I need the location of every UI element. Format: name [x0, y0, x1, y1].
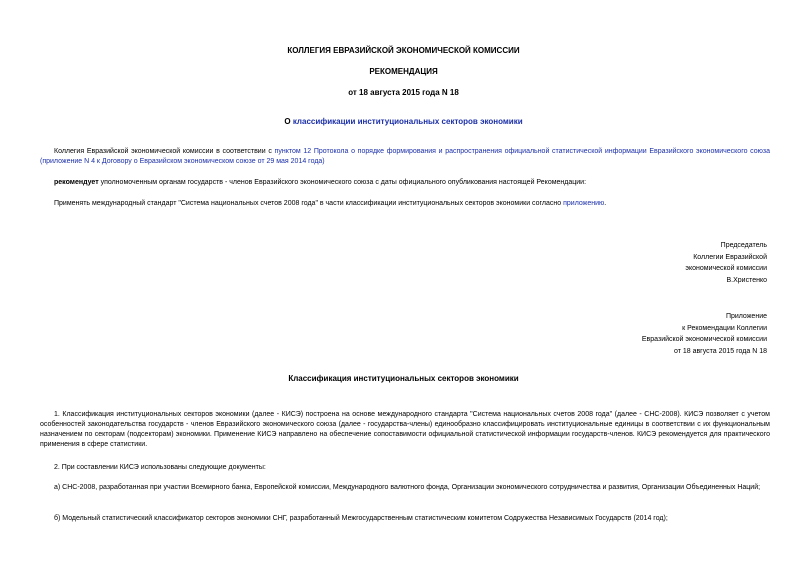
apply-paragraph	[40, 199, 770, 209]
appendix-ref-line3: Евразийской экономической комиссии	[641, 336, 767, 343]
preamble-paragraph	[40, 147, 770, 167]
recommends-keyword: рекомендует	[54, 179, 99, 186]
title-link[interactable]: классификации институциональных секторов экономики	[292, 117, 523, 126]
title-prefix: О	[284, 117, 293, 126]
apply-text: Применять международный стандарт "Система национальных счетов 2008 года" в части классификации институциональных секторов экономики согласно	[54, 200, 564, 207]
signature-position: Председатель	[720, 242, 767, 249]
appendix-ref-line2: к Рекомендации Коллегии	[682, 324, 767, 332]
appendix-label: Приложение	[725, 313, 767, 320]
apply-end: .	[604, 200, 607, 207]
signature-block	[685, 240, 767, 286]
signature-org-2: экономической комиссии	[685, 265, 767, 272]
appendix-ref-line4: от 18 августа 2015 года N 18	[673, 347, 767, 355]
preamble-text: Коллегия Евразийской экономической комиссии в соответствии с	[54, 148, 275, 155]
appendix-title: Классификация институциональных секторов экономики	[288, 374, 519, 383]
protocol-link[interactable]: пунктом 12 Протокола о порядке формирования и распространения официальной статистической информации Евразийского экономического союза	[274, 148, 771, 155]
paragraph-1: 1. Классификация институциональных секторов экономики (далее - КИСЭ) построена на основе международного стандарта "Система национальных счетов 2008 года" (далее - СНС-2008). КИСЭ позволяет с учетом особенностей законодательства государств - членов Евразийского экономического союза (далее - государства-члены) единообразно классифицировать институциональные единицы в соответствии с их функциональным назначением по секторам (подсекторам) экономики. Применение КИСЭ направлено на обеспечение сопоставимости официальной статистической информации государств-членов. КИСЭ рекомендуется для практического применения в сфере статистики.	[40, 411, 770, 448]
paragraph-4: б) Модельный статистический классификатор секторов экономики СНГ, разработанный Межгосударственным статистическим комитетом Содружества Независимых Государств (2014 год);	[54, 515, 668, 522]
document-type: РЕКОМЕНДАЦИЯ	[369, 67, 438, 76]
recommends-text: уполномоченным органам государств - членов Евразийского экономического союза с даты официального опубликования настоящей Рекомендации:	[98, 179, 587, 186]
document-date-number: от 18 августа 2015 года N 18	[348, 88, 459, 97]
signature-org: Коллегии Евразийской	[693, 253, 767, 261]
appendix-link[interactable]: приложению	[563, 200, 605, 207]
document-title	[0, 117, 807, 126]
org-title: КОЛЛЕГИЯ ЕВРАЗИЙСКОЙ ЭКОНОМИЧЕСКОЙ КОМИССИИ	[287, 46, 520, 55]
paragraph-3: а) СНС-2008, разработанная при участии Всемирного банка, Европейской комиссии, Международного валютного фонда, Организации экономического сотрудничества и развития, Организации Объединенных Наций;	[54, 484, 761, 491]
appendix-reference	[642, 311, 767, 357]
treaty-link[interactable]: (приложение N 4 к Договору о Евразийском экономическом союзе от 29 мая 2014 года)	[40, 158, 325, 165]
recommends-paragraph	[40, 178, 770, 188]
signature-name: В.Христенко	[726, 276, 767, 284]
paragraph-2: 2. При составлении КИСЭ использованы следующие документы:	[54, 464, 266, 471]
